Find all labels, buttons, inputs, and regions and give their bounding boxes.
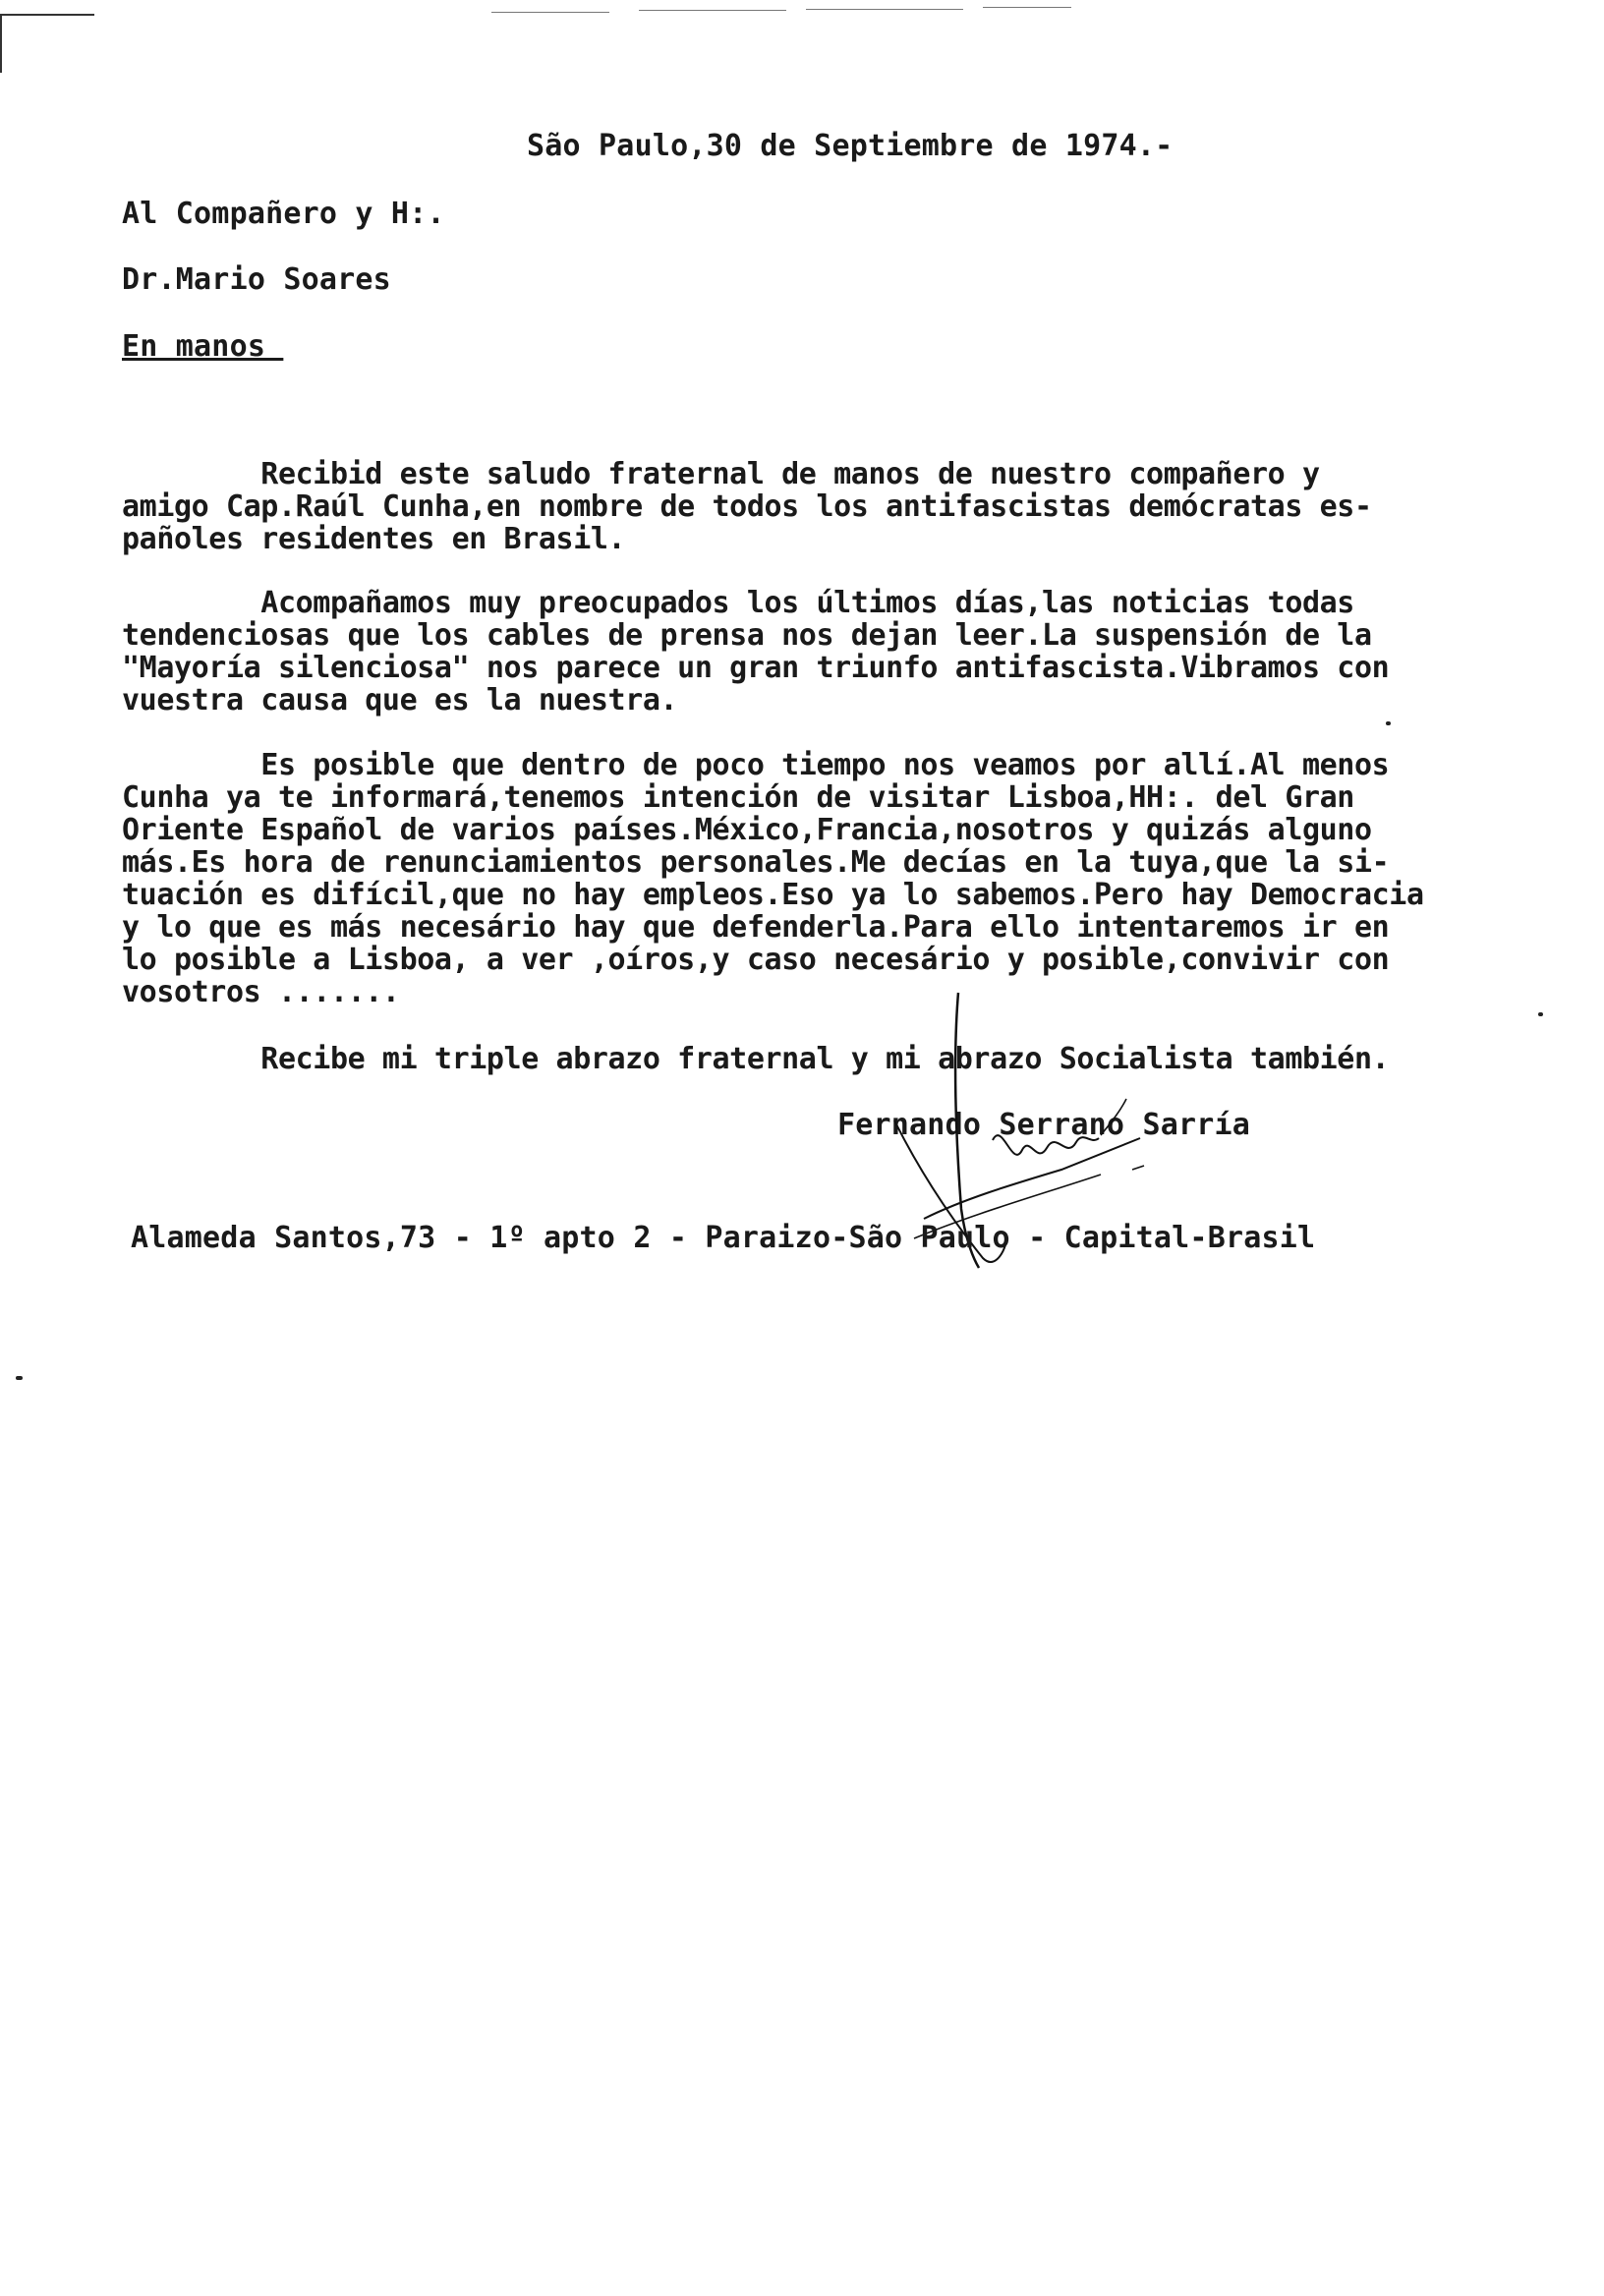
- stray-mark-3: [16, 1376, 23, 1380]
- paragraph-greeting: Recibid este saludo fraternal de manos de nuestro compañero y amigo Cap.Raúl Cunha,en nombre de todos los antifascistas demócratas es- pañoles residentes en Brasil.: [122, 457, 1372, 556]
- letter-date: São Paulo,30 de Septiembre de 1974.-: [527, 129, 1174, 163]
- scan-artifact-left-edge: [0, 14, 2, 73]
- sender-address: Alameda Santos,73 - 1º apto 2 - Paraizo-São Paulo - Capital-Brasil: [131, 1221, 1316, 1255]
- signature-name: Fernando Serrano Sarría: [837, 1108, 1251, 1142]
- paragraph-news: Acompañamos muy preocupados los últimos días,las noticias todas tendenciosas que los cables de prensa nos dejan leer.La suspensión de la "Mayoría silenciosa" nos parece un gran triunfo antifascista.Vibramos con vuestra causa que es la nuestra.: [122, 586, 1390, 718]
- scan-artifact-top-2: [639, 10, 786, 11]
- paragraph-closing: Recibe mi triple abrazo fraternal y mi abrazo Socialista también.: [122, 1042, 1390, 1076]
- scan-artifact-top-left: [0, 14, 94, 16]
- recipient-name: Dr.Mario Soares: [122, 262, 391, 297]
- scan-artifact-top-1: [491, 12, 609, 13]
- paragraph-visit: Es posible que dentro de poco tiempo nos veamos por allí.Al menos Cunha ya te informará,tenemos intención de visitar Lisboa,HH:. del Gran Oriente Español de varios países.México,Francia,nosotros y quizás alguno más.Es hora de renunciamientos personales.Me decías en la tuya,que la si- tuación es difícil,que no hay empleos.Eso ya lo sabemos.Pero hay Democracia y lo que es más necesário hay que defenderla.Para ello intentaremos ir en lo posible a Lisboa, a ver ,oíros,y caso necesário y posible,convivir con vosotros .......: [122, 748, 1424, 1009]
- recipient-salutation: Al Compañero y H:.: [122, 197, 445, 231]
- scan-artifact-top-3: [806, 9, 963, 10]
- scan-artifact-top-4: [983, 7, 1071, 8]
- delivery-note: En manos: [122, 329, 284, 364]
- stray-mark-2: [1538, 1012, 1543, 1016]
- stray-mark-1: [1386, 721, 1391, 725]
